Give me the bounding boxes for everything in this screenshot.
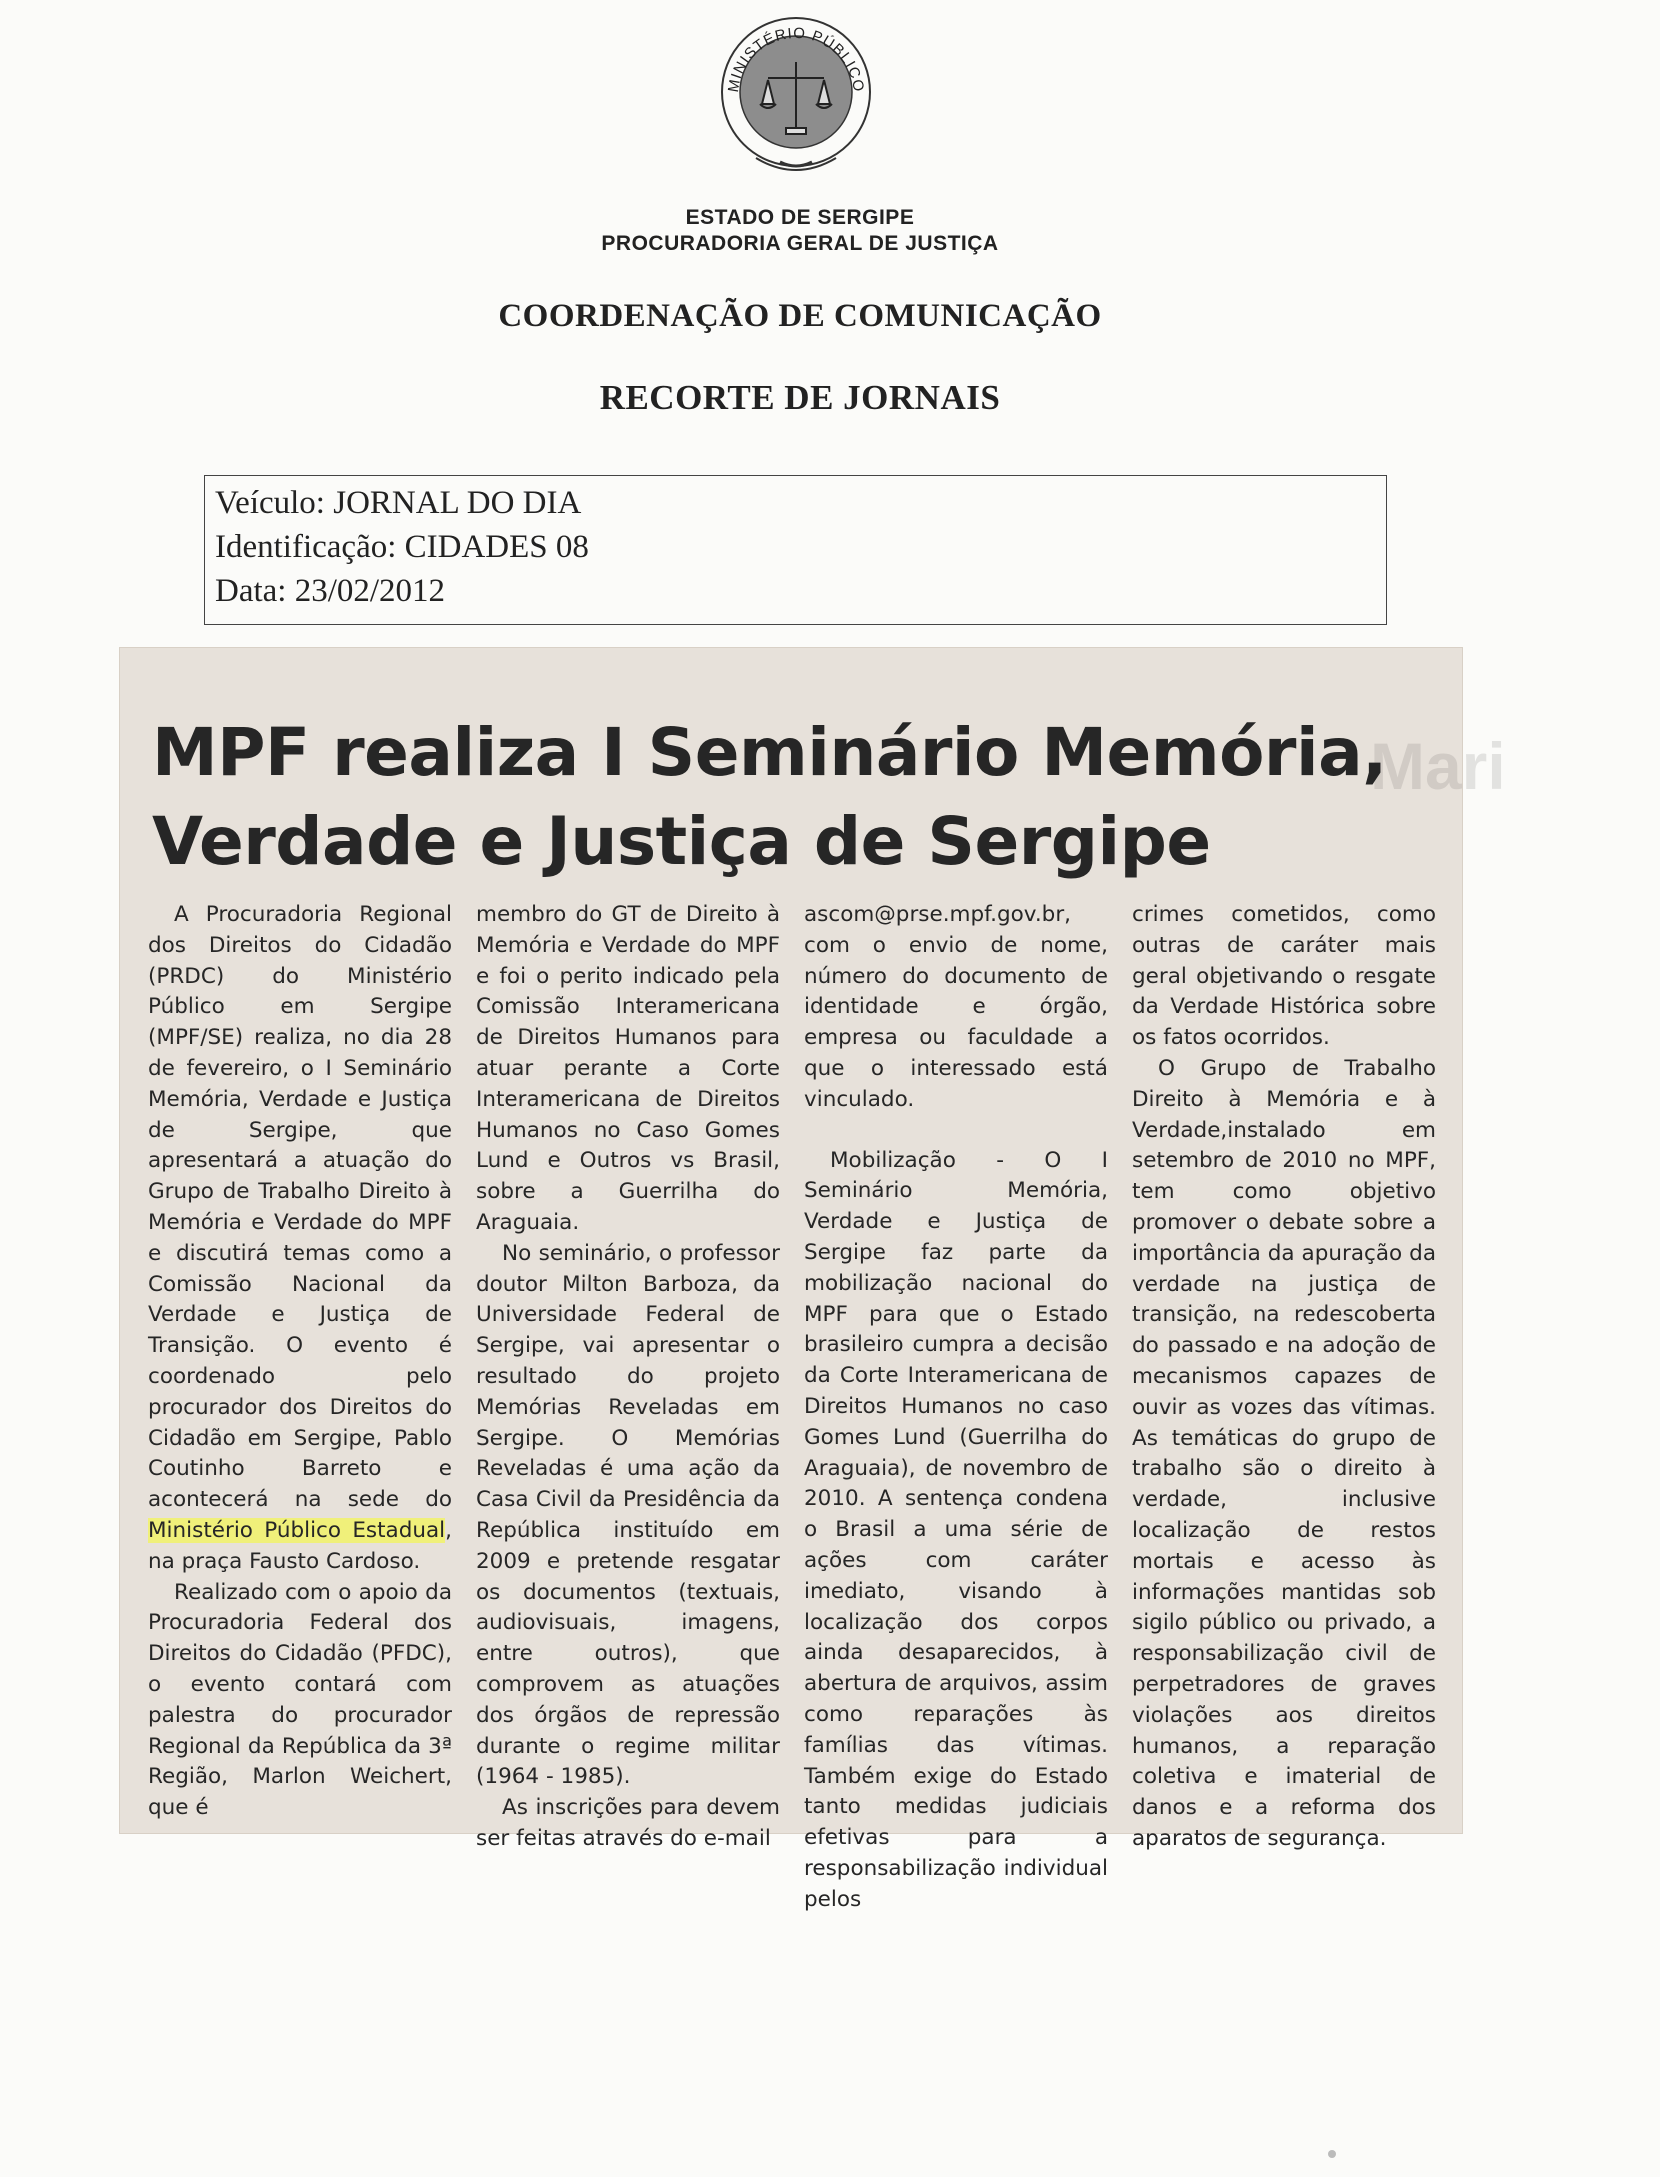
state-name: ESTADO DE SERGIPE [685, 206, 915, 229]
ministerio-publico-seal [716, 12, 876, 184]
paragraph: Realizado com o apoio da Procuradoria Federal dos Direitos do Cidadão (PFDC), o evento contará com palestra do procurador Regional da República da 3ª Região, Marlon Weichert, que é [148, 1579, 452, 1821]
article-headline [152, 708, 1452, 886]
paragraph: A Procuradoria Regional dos Direitos do Cidadão (PRDC) do Ministério Público em Sergipe (MPF/SE) realiza, no dia 28 de fevereiro, o I Seminário Memória, Verdade e Justiça de Sergipe, que apresentará a atuação do Grupo de Trabalho Direito à Memória e Verdade do MPF e discutirá temas como a Comissão Nacional da Verdade e Justiça de Transição. O evento é coordenado pelo procurador dos Direitos do Cidadão em Sergipe, Pablo Coutinho Barreto e acontecerá na sede do Ministério Público Estadual, na praça Fausto Cardoso. [148, 902, 452, 1574]
document-type-title: RECORTE DE JORNAIS [599, 378, 1001, 417]
clipping-metadata-box [204, 475, 1387, 625]
agency-name: PROCURADORIA GERAL DE JUSTIÇA [601, 232, 999, 255]
article-column-3 [804, 900, 1108, 1912]
paragraph: membro do GT de Direito à Memória e Verdade do MPF e foi o perito indicado pela Comissão Interamericana de Direitos Humanos para atuar perante a Corte Interamericana de Direitos Humanos no Caso Gomes Lund e Outros vs Brasil, sobre a Guerrilha do Araguaia. [476, 902, 780, 1235]
article-column-2 [476, 900, 780, 1851]
headline-line-1: MPF realiza I Seminário Memória, [152, 714, 1387, 791]
date-line: Data: 23/02/2012 [215, 573, 446, 609]
paragraph: Mobilização - O I Seminário Memória, Verdade e Justiça de Sergipe faz parte da mobilização nacional do MPF para que o Estado brasileiro cumpra a decisão da Corte Interamericana de Direitos Humanos no caso Gomes Lund (Guerrilha do Araguaia), de novembro de 2010. A sentença condena o Brasil a uma série de ações com caráter imediato, visando à localização dos corpos ainda desaparecidos, à abertura de arquivos, assim como reparações às famílias das vítimas. Também exige do Estado tanto medidas judiciais efetivas para a responsabilização individual pelos [804, 1147, 1108, 1912]
highlighted-text: Ministério Público Estadual [148, 1517, 446, 1543]
article-column-1 [148, 900, 452, 1820]
paragraph: O Grupo de Trabalho Direito à Memória e à Verdade,instalado em setembro de 2010 no MPF, tem como objetivo promover o debate sobre a importância da apuração da verdade na justiça de transição, na redescoberta do passado e na adoção de mecanismos capazes de ouvir as vozes das vítimas. As temáticas do grupo de trabalho são o direito à verdade, inclusive localização de restos mortais e acesso às informações mantidas sob sigilo público ou privado, a responsabilização civil de perpetradores de graves violações aos direitos humanos, a reparação coletiva e imaterial de danos e a reforma dos aparatos de segurança. [1132, 1055, 1436, 1851]
paragraph: crimes cometidos, como outras de caráter mais geral objetivando o resgate da Verdade Histórica sobre os fatos ocorridos. [1132, 902, 1436, 1051]
scan-speck [1328, 2150, 1336, 2158]
headline-line-2: Verdade e Justiça de Sergipe [152, 803, 1211, 880]
paragraph: No seminário, o professor doutor Milton Barboza, da Universidade Federal de Sergipe, vai apresentar o resultado do projeto Memórias Reveladas em Sergipe. O Memórias Reveladas é uma ação da Casa Civil da Presidência da República instituído em 2009 e pretende resgatar os documentos (textuais, audiovisuais, imagens, entre outros), que comprovem as atuações dos órgãos de repressão durante o regime militar (1964 - 1985). [476, 1240, 780, 1790]
identification-line: Identificação: CIDADES 08 [215, 529, 589, 565]
paragraph: ascom@prse.mpf.gov.br, com o envio de nome, número do documento de identidade e órgão, empresa ou faculdade a que o interessado está vinculado. [804, 902, 1108, 1112]
vehicle-line: Veículo: JORNAL DO DIA [215, 485, 582, 521]
department-title: COORDENAÇÃO DE COMUNICAÇÃO [498, 298, 1102, 334]
paragraph: As inscrições para devem ser feitas através do e-mail [476, 1795, 780, 1851]
article-column-4 [1132, 900, 1436, 1851]
article-body [148, 900, 1438, 1912]
newspaper-clipping: Mari MPF realiza I Seminário Memória, Verdade e Justiça de Sergipe A Procuradoria Regional dos Direitos do Cidadão (PRDC) do Ministério Público em Sergipe (MPF/SE) realiza, no dia 28 de fevereiro, o I Seminário Memória, Verdade e Justiça de Sergipe, que apresentará a atuação do Grupo de Trabalho Direito à Memória e Verdade do MPF e discutirá temas como a Comissão Nacional da Verdade e Justiça de Transição. O evento é coordenado pelo procurador dos Direitos do Cidadão em Sergipe, Pablo Coutinho Barreto e acontecerá na sede do Ministério Público Estadual, na praça Fausto Cardoso. Realizado com o apoio da Procuradoria Federal dos Direitos do Cidadão (PFDC), o evento contará com palestra do procurador Regional da República da 3ª Região, Marlon Weichert, que é membro do GT de Direito à Memória e Verdade do MPF e foi o perito indicado pela Comissão Interamericana de Direitos Humanos para atuar perante a Corte Interamericana de Direitos Humanos no Caso Gomes Lund e Outros vs Brasil, sobre a Guerrilha do Araguaia. No seminário, o professor doutor Milton Barboza, da Universidade Federal de Sergipe, vai apresentar o resultado do projeto Memórias Reveladas em Sergipe. O Memórias Reveladas é uma ação da Casa Civil da Presidência da República instituído em 2009 e pretende resgatar os documentos (textuais, audiovisuais, imagens, entre outros), que comprovem as atuações dos órgãos de repressão durante o regime militar (1964 - 1985). As inscrições para devem ser feitas através do e-mail ascom@prse.mpf.gov.br, com o envio de nome, número do documento de identidade e órgão, empresa ou faculdade a que o interessado está vinculado. Mobilização - O I Seminário Memória, Verdade e Justiça de Sergipe faz parte da mobilização nacional do MPF para que o Estado brasileiro cumpra a decisão da Corte Interamericana de Direitos Humanos no caso Gomes Lund (Guerrilha do Araguaia), de novembro de 2010. A sentença condena o Brasil a uma série de ações com caráter imediato, visando à localização dos corpos ainda desaparecidos, à abertura de arquivos, assim como reparações às famílias das vítimas. Também exige do Estado tanto medidas judiciais efetivas para a responsabilização individual pelos crimes cometidos, como outras de caráter mais geral objetivando o resgate da Verdade Histórica sobre os fatos ocorridos. O Grupo de Trabalho Direito à Memória e à Verdade,instalado em setembro de 2010 no MPF, tem como objetivo promover o debate sobre a importância da apuração da verdade na justiça de transição, na redescoberta do passado e na adoção de mecanismos capazes de ouvir as vozes das vítimas. As temáticas do grupo de trabalho são o direito à verdade, inclusive localização de restos mortais e acesso às informações mantidas sob sigilo público ou privado, a responsabilização civil de perpetradores de graves violações aos direitos humanos, a reparação coletiva e imaterial de danos e a reforma dos aparatos de segurança. [120, 648, 1462, 1833]
seal-ring-text: MINISTÉRIO PÚBLICO [724, 24, 868, 94]
